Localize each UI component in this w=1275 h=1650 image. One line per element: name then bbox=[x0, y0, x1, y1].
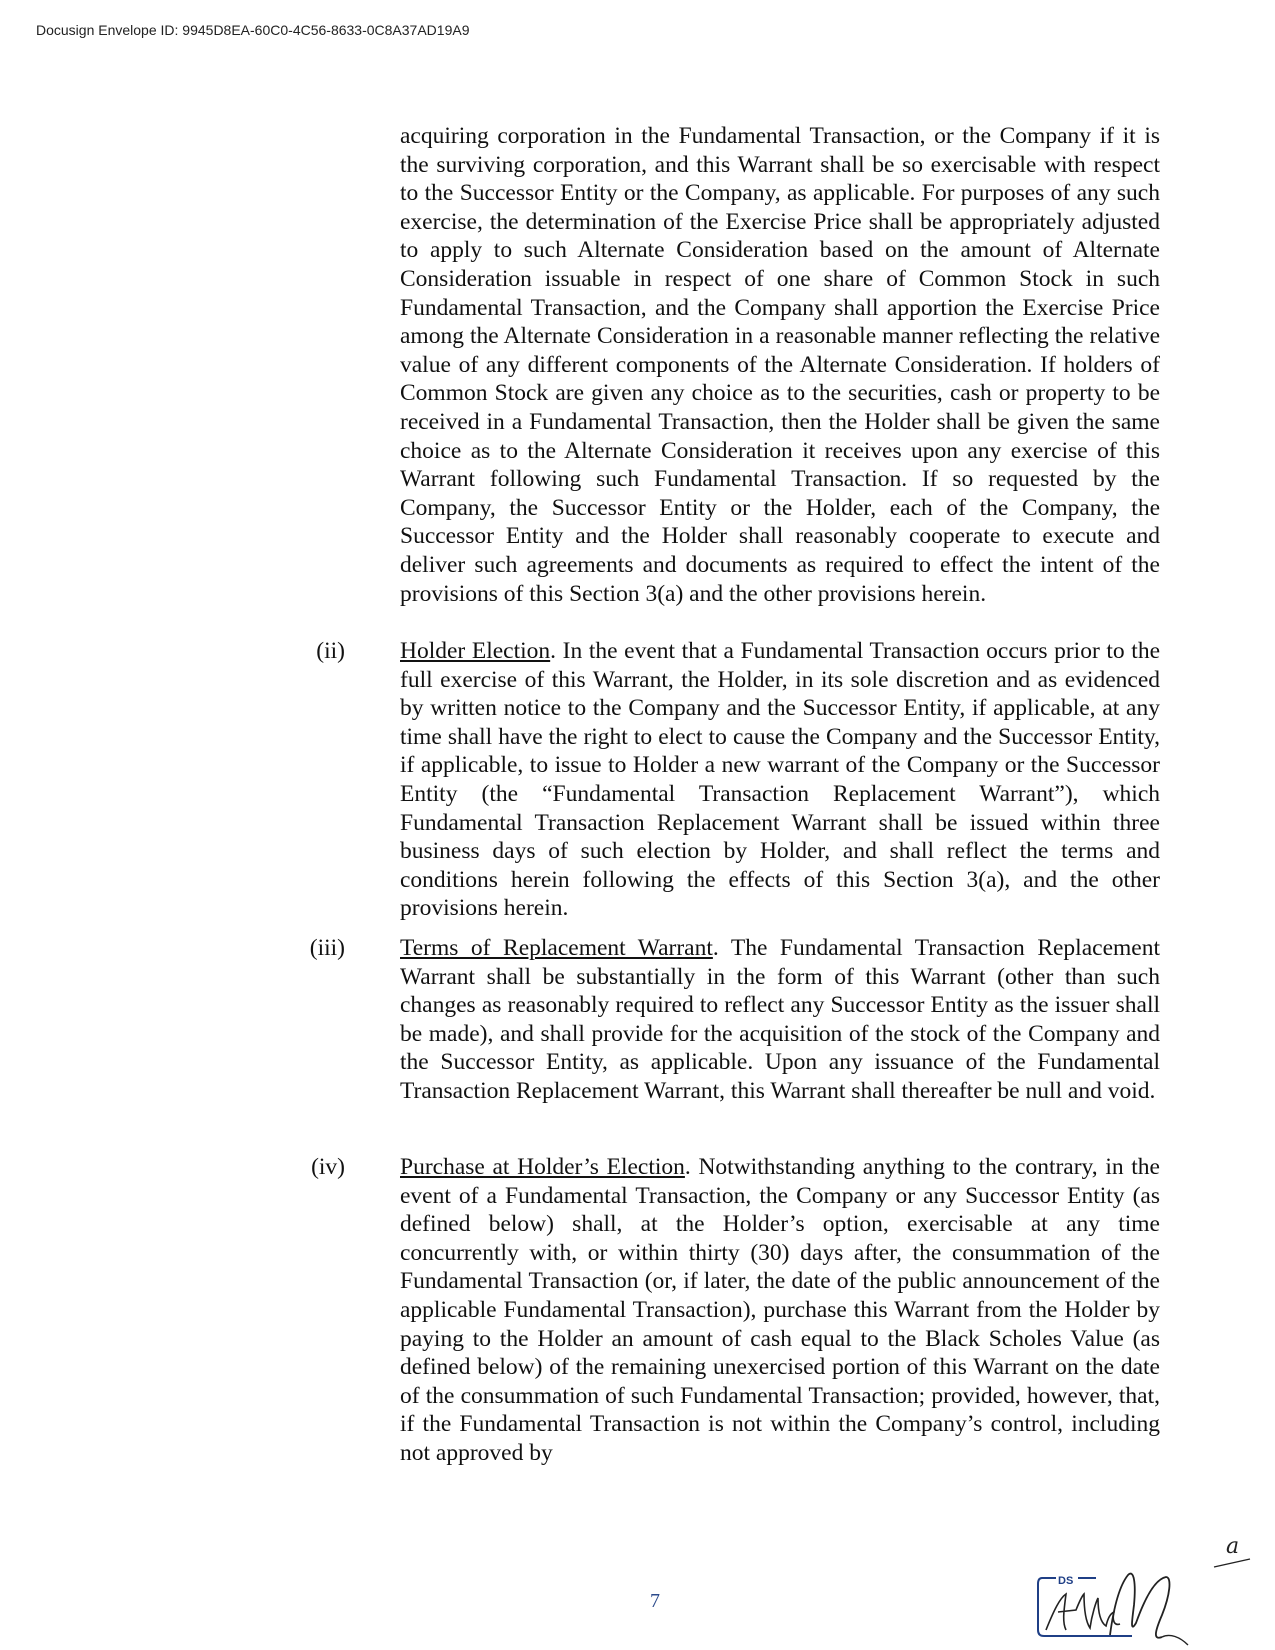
clause-heading: Holder Election bbox=[400, 638, 551, 664]
clause-number: (ii) bbox=[316, 638, 345, 664]
clause-heading: Purchase at Holder’s Election bbox=[400, 1154, 685, 1180]
clause-number: (iii) bbox=[309, 935, 345, 961]
docusign-envelope-id: Docusign Envelope ID: 9945D8EA-60C0-4C56-8633-0C8A37AD19A9 bbox=[36, 22, 470, 38]
clause-body bbox=[400, 637, 1160, 923]
continuation-paragraph: acquiring corporation in the Fundamental Transaction, or the Company if it is the surviving corporation, and this Warrant shall be so exercisable with respect to the Successor Entity or the Company, as applicable. For purposes of any such exercise, the determination of the Exercise Price shall be appropriately adjusted to apply to such Alternate Consideration based on the amount of Alternate Consideration issuable in respect of one share of Common Stock in such Fundamental Transaction, and the Company shall apportion the Exercise Price among the Alternate Consideration in a reasonable manner reflecting the relative value of any different components of the Alternate Consideration. If holders of Common Stock are given any choice as to the securities, cash or property to be received in a Fundamental Transaction, then the Holder shall be given the same choice as to the Alternate Consideration it receives upon any exercise of this Warrant following such Fundamental Transaction. If so requested by the Company, the Successor Entity or the Holder, each of the Company, the Successor Entity and the Holder shall reasonably cooperate to execute and deliver such agreements and documents as required to effect the intent of the provisions of this Section 3(a) and the other provisions herein. bbox=[400, 123, 1160, 607]
page-number: 7 bbox=[650, 1590, 660, 1612]
clause-body bbox=[400, 934, 1160, 1106]
initials-mark: a bbox=[1226, 1534, 1240, 1559]
clause-text: . The Fundamental Transaction Replacement Warrant shall be substantially in the form of this Warrant (other than such changes as reasonably required to reflect any Successor Entity as the issuer shall be made), and shall provide for the acquisition of the stock of the Company and the Successor Entity, as applicable. Upon any issuance of the Fundamental Transaction Replacement Warrant, this Warrant shall thereafter be null and void. bbox=[400, 935, 1160, 1104]
clause-text: . In the event that a Fundamental Transaction occurs prior to the full exercise of this Warrant, the Holder, in its sole discretion and as evidenced by written notice to the Company and the Successor Entity, if applicable, at any time shall have the right to elect to cause the Company and the Successor Entity, if applicable, to issue to Holder a new warrant of the Company or the Successor Entity (the “Fundamental Transaction Replacement Warrant”), which Fundamental Transaction Replacement Warrant shall be issued within three business days of such election by Holder, and shall reflect the terms and conditions herein following the effects of this Section 3(a), and the other provisions herein. bbox=[400, 638, 1160, 922]
handwritten-signature bbox=[1100, 1525, 1260, 1650]
clause-body bbox=[400, 1153, 1160, 1468]
clause-heading: Terms of Replacement Warrant bbox=[400, 935, 713, 961]
clause-number: (iv) bbox=[311, 1154, 345, 1180]
clause-text: . Notwithstanding anything to the contrary, in the event of a Fundamental Transaction, the Company or any Successor Entity (as defined below) shall, at the Holder’s option, exercisable at any time concurrently with, or within thirty (30) days after, the consummation of the Fundamental Transaction (or, if later, the date of the public announcement of the applicable Fundamental Transaction), purchase this Warrant from the Holder by paying to the Holder an amount of cash equal to the Black Scholes Value (as defined below) of the remaining unexercised portion of this Warrant on the date of the consummation of such Fundamental Transaction; provided, however, that, if the Fundamental Transaction is not within the Company’s control, including not approved by bbox=[400, 1154, 1160, 1466]
ds-label: DS bbox=[1058, 1575, 1074, 1587]
